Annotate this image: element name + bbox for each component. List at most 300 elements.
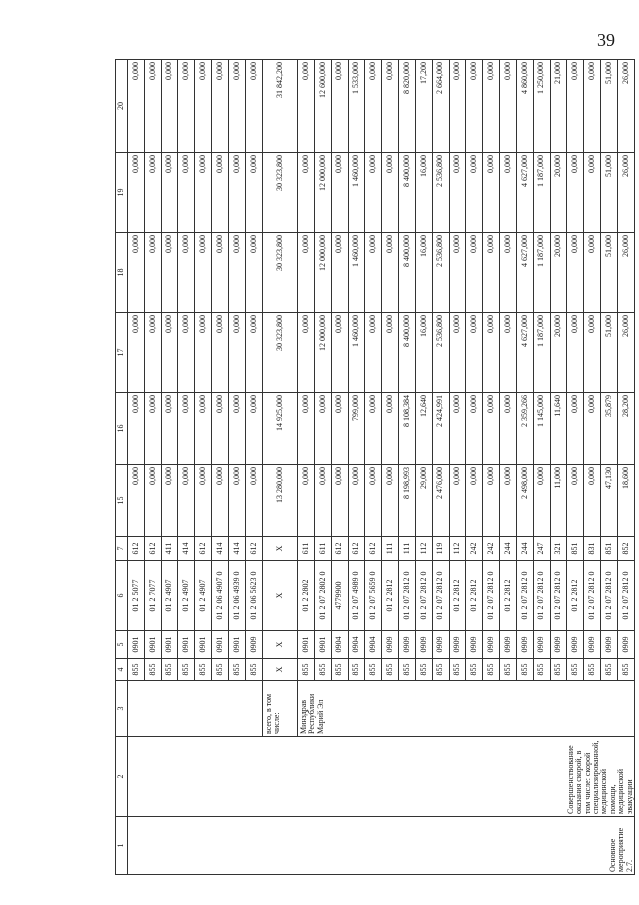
table-cell: 855	[178, 659, 195, 681]
table-cell: 01 2 2812	[466, 561, 483, 631]
table-cell: 0,000	[567, 153, 584, 233]
table-cell: 612	[245, 537, 262, 561]
table-cell: 0,000	[382, 465, 399, 537]
table-cell: 0,000	[314, 393, 331, 465]
table-cell: 01 2 07 2812 0	[415, 561, 432, 631]
column-header: 18	[116, 233, 128, 313]
table-cell: 1 145,000	[533, 393, 550, 465]
table-cell: 0,000	[331, 313, 348, 393]
table-cell: 8 400,000	[399, 233, 416, 313]
table-cell: 855	[128, 659, 145, 681]
table-cell: 0,000	[161, 393, 178, 465]
table-cell: 855	[195, 659, 212, 681]
column-header: 17	[116, 313, 128, 393]
table-cell: 0,000	[195, 465, 212, 537]
table-cell: Основное мероприятие 2.7.	[128, 817, 635, 875]
table-cell: 321	[550, 537, 567, 561]
table-cell: 855	[500, 659, 517, 681]
table-cell: 8 820,000	[399, 60, 416, 153]
table-cell: 611	[298, 537, 315, 561]
table-cell: 01 2 07 2812 0	[533, 561, 550, 631]
table-cell: 16,000	[415, 153, 432, 233]
table-cell: 0,000	[298, 393, 315, 465]
table-cell: 0904	[348, 631, 365, 659]
table-cell: 855	[161, 659, 178, 681]
table-cell: X	[262, 561, 297, 631]
table-cell: 0,000	[228, 60, 245, 153]
page-number: 39	[597, 30, 615, 50]
table-cell: 0,000	[500, 153, 517, 233]
table-cell: 831	[584, 537, 601, 561]
table-cell: 855	[466, 659, 483, 681]
table-cell: 13 280,000	[262, 465, 297, 537]
table-cell: 852	[617, 537, 634, 561]
table-cell: 4 627,000	[516, 313, 533, 393]
table-cell: 0909	[533, 631, 550, 659]
table-cell: 12 600,000	[314, 60, 331, 153]
table-cell: 0,000	[449, 233, 466, 313]
table-cell: 4 627,000	[516, 233, 533, 313]
table-cell: 0,000	[212, 465, 229, 537]
table-cell: 0,000	[212, 153, 229, 233]
table-cell: 0,000	[365, 393, 382, 465]
table-cell: 01 2 7077	[144, 561, 161, 631]
table-cell: 0,000	[331, 233, 348, 313]
table-cell: 8 108,384	[399, 393, 416, 465]
table-cell: 14 925,000	[262, 393, 297, 465]
table-cell: 855	[617, 659, 634, 681]
table-cell: 2 536,800	[432, 313, 449, 393]
table-cell: 2 498,000	[516, 465, 533, 537]
table-cell: 21,000	[550, 60, 567, 153]
table-cell: 20,000	[550, 313, 567, 393]
table-cell: 0,000	[483, 393, 500, 465]
table-cell: 112	[415, 537, 432, 561]
table-cell: 851	[601, 537, 618, 561]
table-cell: 30 323,800	[262, 233, 297, 313]
table-cell: 20,000	[550, 153, 567, 233]
table-cell: 2 536,800	[432, 233, 449, 313]
table-cell: 855	[331, 659, 348, 681]
table-cell: 4 860,000	[516, 60, 533, 153]
table-cell: 26,000	[617, 233, 634, 313]
table-cell: 51,000	[601, 60, 618, 153]
table-cell: 112	[449, 537, 466, 561]
table-cell: 01 2 07 2802 0	[314, 561, 331, 631]
table-cell: 0,000	[584, 313, 601, 393]
table-cell: 1 460,000	[348, 233, 365, 313]
table-cell: 0,000	[144, 233, 161, 313]
table-cell: 0904	[365, 631, 382, 659]
table-cell: 0,000	[178, 233, 195, 313]
table-cell: 0,000	[567, 393, 584, 465]
table-cell: 0,000	[466, 153, 483, 233]
table-cell: 0901	[314, 631, 331, 659]
table-cell: 0901	[161, 631, 178, 659]
column-header: 6	[116, 561, 128, 631]
table-cell: 47,130	[601, 465, 618, 537]
table-cell: 01 2 2802	[298, 561, 315, 631]
table-cell: 851	[567, 537, 584, 561]
table-cell: 01 2 2812	[449, 561, 466, 631]
column-header: 1	[116, 817, 128, 875]
table-cell: 0909	[483, 631, 500, 659]
table-cell: 0,000	[178, 313, 195, 393]
table-cell: 1 460,000	[348, 313, 365, 393]
table-cell: 0,000	[365, 233, 382, 313]
table-cell: 855	[432, 659, 449, 681]
table-cell: 0,000	[483, 60, 500, 153]
table-cell: 01 2 07 2812 0	[432, 561, 449, 631]
table-cell: 0,000	[483, 313, 500, 393]
column-header: 15	[116, 465, 128, 537]
table-cell: 0,000	[195, 313, 212, 393]
table-cell: 855	[601, 659, 618, 681]
table-cell: 0,000	[331, 60, 348, 153]
table-cell: 51,000	[601, 313, 618, 393]
table-cell: 855	[298, 659, 315, 681]
table-cell: 0,000	[144, 465, 161, 537]
table-cell: 0,000	[128, 60, 145, 153]
table-cell: 0,000	[500, 313, 517, 393]
table-cell: 0904	[331, 631, 348, 659]
table-cell: 01 2 2812	[500, 561, 517, 631]
table-cell: 414	[228, 537, 245, 561]
column-header: 16	[116, 393, 128, 465]
table-cell: 414	[212, 537, 229, 561]
table-cell: 2 476,000	[432, 465, 449, 537]
table-cell: 1 460,000	[348, 153, 365, 233]
table-cell: 855	[415, 659, 432, 681]
table-cell: 242	[466, 537, 483, 561]
table-cell: 01 2 07 2812 0	[516, 561, 533, 631]
table-cell: 0,000	[449, 313, 466, 393]
table-cell: 2 359,266	[516, 393, 533, 465]
table-cell: 0,000	[348, 465, 365, 537]
table-cell: X	[262, 631, 297, 659]
table-cell: 612	[348, 537, 365, 561]
table-cell: 0,000	[298, 60, 315, 153]
table-cell: 0,000	[128, 393, 145, 465]
table-cell: 119	[432, 537, 449, 561]
table-cell: 0909	[466, 631, 483, 659]
table-cell: 4779900	[331, 561, 348, 631]
table-cell: 612	[365, 537, 382, 561]
table-cell: 0,000	[382, 313, 399, 393]
table-cell: 2 424,991	[432, 393, 449, 465]
table-cell: 01 2 07 2812 0	[399, 561, 416, 631]
table-cell: 0909	[382, 631, 399, 659]
table-cell: 0,000	[128, 465, 145, 537]
table-cell: 01 2 07 2812 0	[617, 561, 634, 631]
table-cell: Совершенствование оказания скорой, в том числе: скорой специализированной, медицинской помощи, медицинской эвакуации	[128, 737, 635, 817]
table-cell: 16,000	[415, 313, 432, 393]
table-cell: всего, в том числе:	[262, 681, 297, 737]
table-cell: 8 400,000	[399, 313, 416, 393]
table-cell: 12 000,000	[314, 233, 331, 313]
table-cell: 855	[348, 659, 365, 681]
table-cell: 29,000	[415, 465, 432, 537]
table-cell: 855	[550, 659, 567, 681]
table-cell: 17,200	[415, 60, 432, 153]
table-cell: 0909	[601, 631, 618, 659]
table-cell: 799,000	[348, 393, 365, 465]
table-cell: X	[262, 537, 297, 561]
table-cell: 244	[500, 537, 517, 561]
table-cell: 0,000	[195, 233, 212, 313]
table-cell: 18,600	[617, 465, 634, 537]
table-cell: 0,000	[500, 233, 517, 313]
table-cell: 1 187,000	[533, 233, 550, 313]
table-cell: 0,000	[331, 153, 348, 233]
table-cell: 26,000	[617, 153, 634, 233]
table-cell: Минздрав Республики Марий Эл	[298, 681, 635, 737]
table-cell: 8 400,000	[399, 153, 416, 233]
table-cell: 01 2 06 5623 0	[245, 561, 262, 631]
table-cell: 0,000	[365, 465, 382, 537]
table-cell: 612	[144, 537, 161, 561]
table-cell: 0,000	[466, 465, 483, 537]
table-cell: 0,000	[228, 393, 245, 465]
table-cell: 0909	[584, 631, 601, 659]
table-cell: 612	[128, 537, 145, 561]
table-cell: 0,000	[365, 153, 382, 233]
table-cell: 0,000	[228, 153, 245, 233]
table-cell: 0909	[617, 631, 634, 659]
table-cell: 01 2 07 2812 0	[483, 561, 500, 631]
table-cell: 0909	[245, 631, 262, 659]
table-cell: 30 323,800	[262, 313, 297, 393]
table-cell: 0,000	[382, 153, 399, 233]
table-cell	[128, 681, 263, 737]
table-cell: 414	[178, 537, 195, 561]
table-cell: 01 2 07 5659 0	[365, 561, 382, 631]
table-cell: 0901	[298, 631, 315, 659]
table-cell: 0,000	[533, 465, 550, 537]
table-cell: 0,000	[212, 313, 229, 393]
table-cell: 855	[533, 659, 550, 681]
table-cell: 0,000	[466, 393, 483, 465]
table-cell: 855	[212, 659, 229, 681]
table-cell: 0,000	[584, 393, 601, 465]
table-cell: 0901	[212, 631, 229, 659]
table-cell: 1 187,000	[533, 153, 550, 233]
table-cell: 0,000	[466, 313, 483, 393]
table-cell: 411	[161, 537, 178, 561]
table-cell: 01 2 07 2812 0	[601, 561, 618, 631]
table-cell: 20,000	[550, 233, 567, 313]
table-cell: 612	[331, 537, 348, 561]
table-cell: 1 187,000	[533, 313, 550, 393]
table-cell: 12 000,000	[314, 313, 331, 393]
table-cell: 0,000	[144, 393, 161, 465]
table-cell: 0,000	[178, 465, 195, 537]
column-header: 2	[116, 737, 128, 817]
table-cell: 01 2 2812	[567, 561, 584, 631]
table-cell: 0,000	[500, 60, 517, 153]
table-cell: 0901	[195, 631, 212, 659]
table-cell: 51,000	[601, 153, 618, 233]
table-cell: 30 323,800	[262, 153, 297, 233]
table-cell: 244	[516, 537, 533, 561]
table-cell: 855	[516, 659, 533, 681]
column-header: 4	[116, 659, 128, 681]
column-header: 7	[116, 537, 128, 561]
table-cell: 0,000	[144, 60, 161, 153]
table-cell: X	[262, 659, 297, 681]
table-cell: 855	[245, 659, 262, 681]
table-cell: 0901	[178, 631, 195, 659]
table-cell: 35,879	[601, 393, 618, 465]
table-cell: 8 198,993	[399, 465, 416, 537]
table-cell: 0,000	[195, 393, 212, 465]
table-cell: 26,000	[617, 60, 634, 153]
table-cell: 0,000	[298, 233, 315, 313]
table-cell: 0,000	[245, 60, 262, 153]
table-cell: 0909	[449, 631, 466, 659]
column-header: 5	[116, 631, 128, 659]
table-cell: 1 533,000	[348, 60, 365, 153]
table-cell: 0,000	[382, 60, 399, 153]
table-cell: 01 2 07 4989 0	[348, 561, 365, 631]
table-cell: 0901	[128, 631, 145, 659]
table-cell: 0,000	[298, 153, 315, 233]
table-cell: 855	[382, 659, 399, 681]
table-cell: 16,000	[415, 233, 432, 313]
table-cell: 0,000	[212, 60, 229, 153]
table-cell: 0,000	[195, 153, 212, 233]
table-cell: 0,000	[161, 233, 178, 313]
table-cell: 0,000	[483, 465, 500, 537]
table-cell: 0901	[228, 631, 245, 659]
table-cell: 0,000	[500, 465, 517, 537]
table-cell: 855	[365, 659, 382, 681]
table-cell: 0,000	[161, 153, 178, 233]
table-cell: 01 2 06 4907 0	[212, 561, 229, 631]
column-header: 20	[116, 60, 128, 153]
table-cell: 0,000	[245, 465, 262, 537]
table-cell: 0909	[500, 631, 517, 659]
table-cell: 0,000	[161, 60, 178, 153]
table-cell: 0,000	[178, 153, 195, 233]
table-cell: 28,200	[617, 393, 634, 465]
table-cell: 0,000	[212, 233, 229, 313]
table-cell: 855	[483, 659, 500, 681]
table-cell: 247	[533, 537, 550, 561]
table-cell: 01 2 4907	[178, 561, 195, 631]
table-cell: 0,000	[567, 233, 584, 313]
table-cell: 12 000,000	[314, 153, 331, 233]
table-cell: 0,000	[128, 233, 145, 313]
table-cell: 0909	[415, 631, 432, 659]
table-cell: 111	[382, 537, 399, 561]
table-cell: 0,000	[314, 465, 331, 537]
table-cell: 0,000	[228, 465, 245, 537]
table-cell: 0,000	[567, 465, 584, 537]
table-cell: 0,000	[178, 393, 195, 465]
table-cell: 01 2 06 4939 0	[228, 561, 245, 631]
table-cell: 0,000	[365, 60, 382, 153]
table-cell: 0,000	[245, 393, 262, 465]
table-cell: 855	[399, 659, 416, 681]
table-cell: 0,000	[382, 393, 399, 465]
table-cell: 0,000	[584, 465, 601, 537]
table-cell: 0,000	[483, 153, 500, 233]
table-cell: 0,000	[365, 313, 382, 393]
table-cell: 0,000	[331, 465, 348, 537]
table-cell: 0,000	[161, 313, 178, 393]
table-cell: 0,000	[584, 233, 601, 313]
table-cell: 0909	[432, 631, 449, 659]
table-cell: 0,000	[128, 313, 145, 393]
table-cell: 0,000	[567, 313, 584, 393]
table-cell: 12,640	[415, 393, 432, 465]
table-cell: 01 2 2812	[382, 561, 399, 631]
table-cell: 111	[399, 537, 416, 561]
table-cell: 0,000	[212, 393, 229, 465]
table-cell: 242	[483, 537, 500, 561]
table-cell: 0,000	[195, 60, 212, 153]
column-header: 3	[116, 681, 128, 737]
table-cell: 0909	[516, 631, 533, 659]
column-header: 19	[116, 153, 128, 233]
table-cell: 11,640	[550, 393, 567, 465]
table-cell: 0,000	[245, 153, 262, 233]
table-cell: 0,000	[584, 153, 601, 233]
table-cell: 855	[314, 659, 331, 681]
table-cell: 611	[314, 537, 331, 561]
table-cell: 0,000	[245, 313, 262, 393]
table-cell: 0,000	[128, 153, 145, 233]
table-cell: 31 842,200	[262, 60, 297, 153]
table-cell: 0,000	[144, 313, 161, 393]
table-cell: 0,000	[228, 233, 245, 313]
table-cell: 0,000	[449, 393, 466, 465]
table-cell: 1 250,000	[533, 60, 550, 153]
table-cell: 0,000	[483, 233, 500, 313]
table-cell: 0909	[550, 631, 567, 659]
table-cell: 855	[584, 659, 601, 681]
table-cell: 01 2 07 2812 0	[584, 561, 601, 631]
table-cell: 0,000	[567, 60, 584, 153]
table-cell: 612	[195, 537, 212, 561]
table-cell: 0,000	[245, 233, 262, 313]
table-cell: 01 2 07 2812 0	[550, 561, 567, 631]
table-cell: 0,000	[144, 153, 161, 233]
table-cell: 11,000	[550, 465, 567, 537]
budget-table	[115, 59, 635, 875]
table-cell: 0,000	[449, 60, 466, 153]
table-cell: 0,000	[298, 313, 315, 393]
table-row	[128, 60, 145, 875]
table-cell: 01 2 5077	[128, 561, 145, 631]
table-cell: 0,000	[449, 153, 466, 233]
table-cell: 2 536,800	[432, 153, 449, 233]
table-cell: 0909	[567, 631, 584, 659]
table-cell: 2 664,000	[432, 60, 449, 153]
table-cell: 855	[567, 659, 584, 681]
table-cell: 26,000	[617, 313, 634, 393]
rotated-table-wrapper	[115, 60, 635, 875]
table-cell: 01 2 4907	[161, 561, 178, 631]
table-cell: 0901	[144, 631, 161, 659]
table-cell: 0909	[399, 631, 416, 659]
table-cell: 0,000	[178, 60, 195, 153]
table-cell: 855	[144, 659, 161, 681]
table-cell: 0,000	[466, 60, 483, 153]
table-cell: 855	[228, 659, 245, 681]
table-cell: 0,000	[382, 233, 399, 313]
